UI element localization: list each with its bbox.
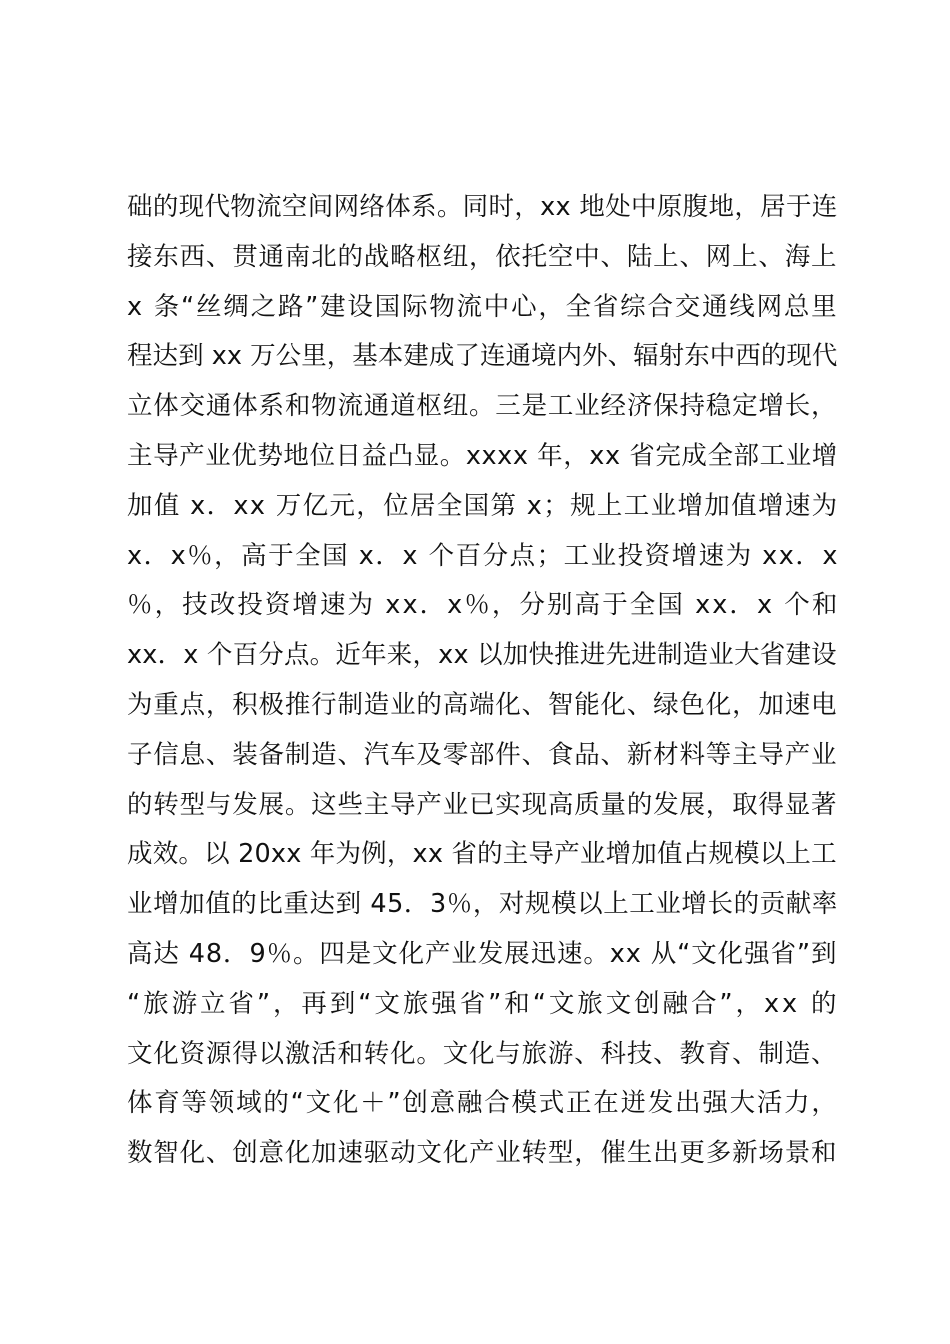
text-line: 数智化、创意化加速驱动文化产业转型，催生出更多新场景和: [127, 1138, 838, 1169]
text-line: xx．x 个百分点。近年来，xx 以加快推进先进制造业大省建设: [127, 640, 837, 671]
text-line: 高达 48．9％。四是文化产业发展迅速。xx 从“文化强省”到: [127, 938, 838, 969]
text-line: 文化资源得以激活和转化。文化与旅游、科技、教育、制造、: [127, 1038, 838, 1069]
text-line: “旅游立省”，再到“文旅强省”和“文旅文创融合”，xx 的: [127, 988, 840, 1019]
text-line: 立体交通体系和物流通道枢纽。三是工业经济保持稳定增长，: [127, 391, 838, 422]
text-line: x．x％，高于全国 x．x 个百分点；工业投资增速为 xx．x: [127, 540, 839, 571]
text-line: 主导产业优势地位日益凸显。xxxx 年，xx 省完成全部工业增: [127, 440, 838, 471]
text-line: 子信息、装备制造、汽车及零部件、食品、新材料等主导产业: [127, 739, 838, 770]
text-line: 成效。以 20xx 年为例，xx 省的主导产业增加值占规模以上工: [127, 839, 837, 870]
text-line: 的转型与发展。这些主导产业已实现高质量的发展，取得显著: [127, 789, 838, 820]
body-paragraph: [127, 183, 840, 1179]
text-line: 接东西、贯通南北的战略枢纽，依托空中、陆上、网上、海上: [127, 241, 838, 272]
text-line: 业增加值的比重达到 45．3％，对规模以上工业增长的贡献率: [127, 889, 838, 920]
text-line: 为重点，积极推行制造业的高端化、智能化、绿色化，加速电: [127, 689, 838, 720]
text-line: 程达到 xx 万公里，基本建成了连通境内外、辐射东中西的现代: [127, 341, 838, 372]
text-line: 体育等领域的“文化＋”创意融合模式正在迸发出强大活力，: [127, 1088, 839, 1119]
text-line: ％，技改投资增速为 xx．x％，分别高于全国 xx．x 个和: [127, 590, 840, 621]
text-line: x 条“丝绸之路”建设国际物流中心，全省综合交通线网总里: [127, 291, 839, 322]
text-line: 加值 x．xx 万亿元，位居全国第 x；规上工业增加值增速为: [127, 490, 839, 521]
text-line: 础的现代物流空间网络体系。同时，xx 地处中原腹地，居于连: [127, 192, 838, 222]
